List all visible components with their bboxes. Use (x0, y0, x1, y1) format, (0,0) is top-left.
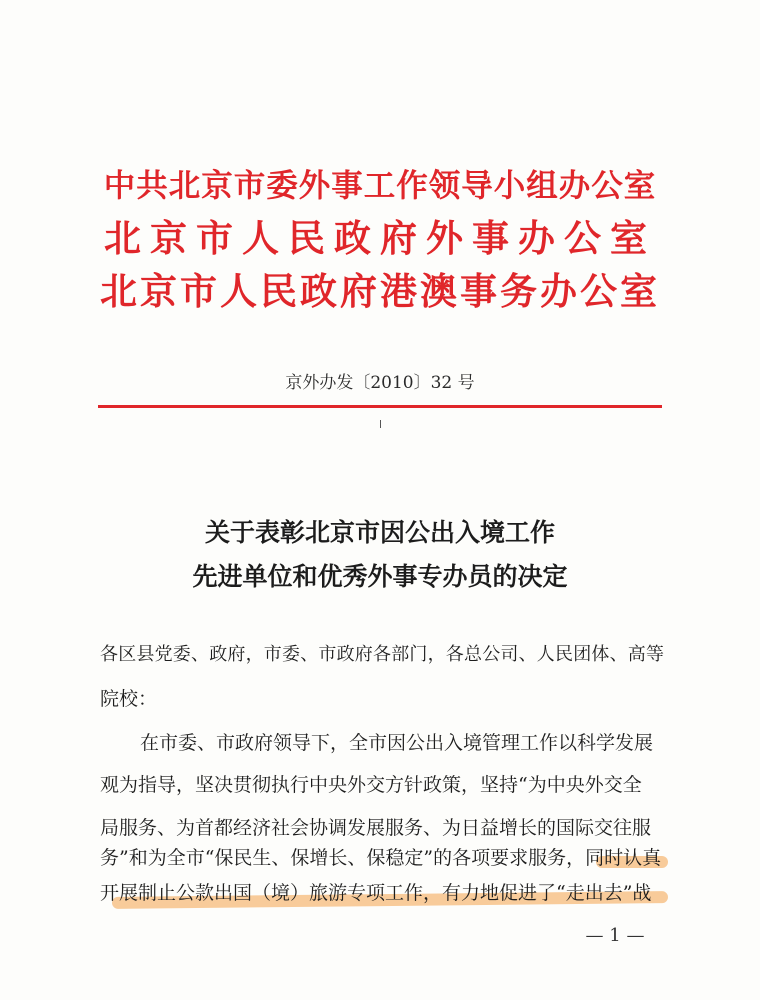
document-title-line-1: 关于表彰北京市因公出入境工作 (204, 518, 555, 547)
scan-speck (380, 420, 381, 428)
body-line-1: 各区县党委、政府，市委、市政府各部门，各总公司、人民团体、高等 (100, 644, 665, 665)
masthead-line-3: 北京市人民政府港澳事务办公室 (100, 269, 660, 313)
body-line-2: 院校： (100, 688, 158, 710)
body-line-3: 在市委、市政府领导下，全市因公出入境管理工作以科学发展 (140, 732, 654, 754)
document-number: 京外办发〔2010〕32 号 (285, 373, 475, 393)
masthead-line-2: 北京市人民政府外事办公室 (104, 216, 656, 260)
body-line-7: 开展制止公款出国（境）旅游专项工作，有力地促进了“走出去”战 (100, 882, 652, 904)
body-line-5: 局服务、为首都经济社会协调发展服务、为日益增长的国际交往服 (100, 817, 652, 839)
red-separator-line (98, 405, 662, 408)
body-line-4: 观为指导，坚决贯彻执行中央外交方针政策，坚持“为中央外交全 (100, 774, 642, 796)
page-number: — 1 — (585, 925, 645, 946)
masthead-line-1: 中共北京市委外事工作领导小组办公室 (103, 167, 657, 204)
document-title-line-2: 先进单位和优秀外事专办员的决定 (192, 562, 568, 591)
body-line-6: 务”和为全市“保民生、保增长、保稳定”的各项要求服务，同时认真 (100, 847, 662, 869)
